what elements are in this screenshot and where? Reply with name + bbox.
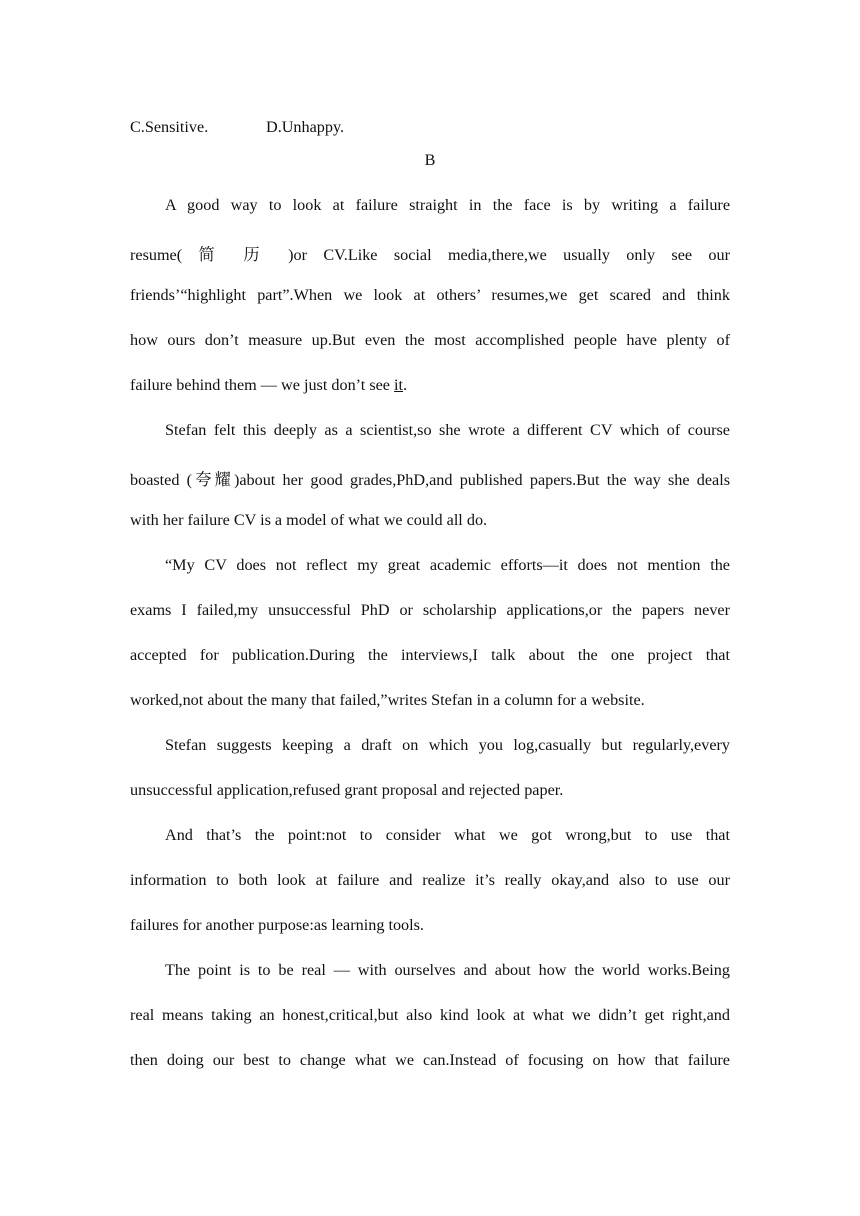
paragraph-line: failures for another purpose:as learning tools. (130, 916, 424, 934)
paragraph-line: “My CV does not reflect my great academic efforts—it does not mention the (165, 556, 730, 574)
paragraph-6 (130, 961, 730, 1096)
paragraph-line: then doing our best to change what we can.Instead of focusing on how that failure (130, 1051, 730, 1069)
paragraph-line: Stefan felt this deeply as a scientist,so she wrote a different CV which of course (165, 421, 730, 439)
paragraph-2 (130, 421, 730, 556)
paragraph-line: Stefan suggests keeping a draft on which you log,casually but regularly,every (165, 736, 730, 754)
line-text: . (403, 376, 408, 394)
paragraph-line: friends’“highlight part”.When we look at others’ resumes,we get scared and think (130, 286, 730, 304)
line-text: failure behind them — we just don’t see (130, 376, 395, 394)
answer-options (130, 112, 730, 142)
paragraph-1 (130, 196, 730, 421)
paragraph-line: information to both look at failure and realize it’s really okay,and also to use our (130, 871, 730, 889)
paragraph-line: exams I failed,my unsuccessful PhD or scholarship applications,or the papers never (130, 601, 730, 619)
option-c: C.Sensitive. (130, 118, 209, 136)
paragraph-line: how ours don’t measure up.But even the most accomplished people have plenty of (130, 331, 730, 349)
paragraph-line (130, 376, 730, 421)
paragraph-line: The point is to be real — with ourselves and about how the world works.Being (165, 961, 730, 979)
paragraph-3 (130, 556, 730, 736)
paragraph-line: A good way to look at failure straight in the face is by writing a failure (165, 196, 730, 214)
paragraph-line: with her failure CV is a model of what we could all do. (130, 511, 488, 529)
document-page (130, 112, 730, 1096)
paragraph-line: And that’s the point:not to consider what we got wrong,but to use that (165, 826, 730, 844)
paragraph-5 (130, 826, 730, 961)
option-d: D.Unhappy. (266, 118, 345, 136)
paragraph-line: boasted (夸耀)about her good grades,PhD,and published papers.But the way she deals (130, 471, 730, 489)
section-heading: B (424, 151, 436, 169)
paragraph-line: real means taking an honest,critical,but also kind look at what we didn’t get right,and (130, 1006, 730, 1024)
paragraph-line: unsuccessful application,refused grant proposal and rejected paper. (130, 781, 564, 799)
paragraph-line: worked,not about the many that failed,”writes Stefan in a column for a website. (130, 691, 645, 709)
underlined-word: it (394, 376, 404, 394)
paragraph-4 (130, 736, 730, 826)
paragraph-line: accepted for publication.During the interviews,I talk about the one project that (130, 646, 730, 664)
paragraph-line: resume( 简 历 )or CV.Like social media,there,we usually only see our (130, 246, 730, 264)
